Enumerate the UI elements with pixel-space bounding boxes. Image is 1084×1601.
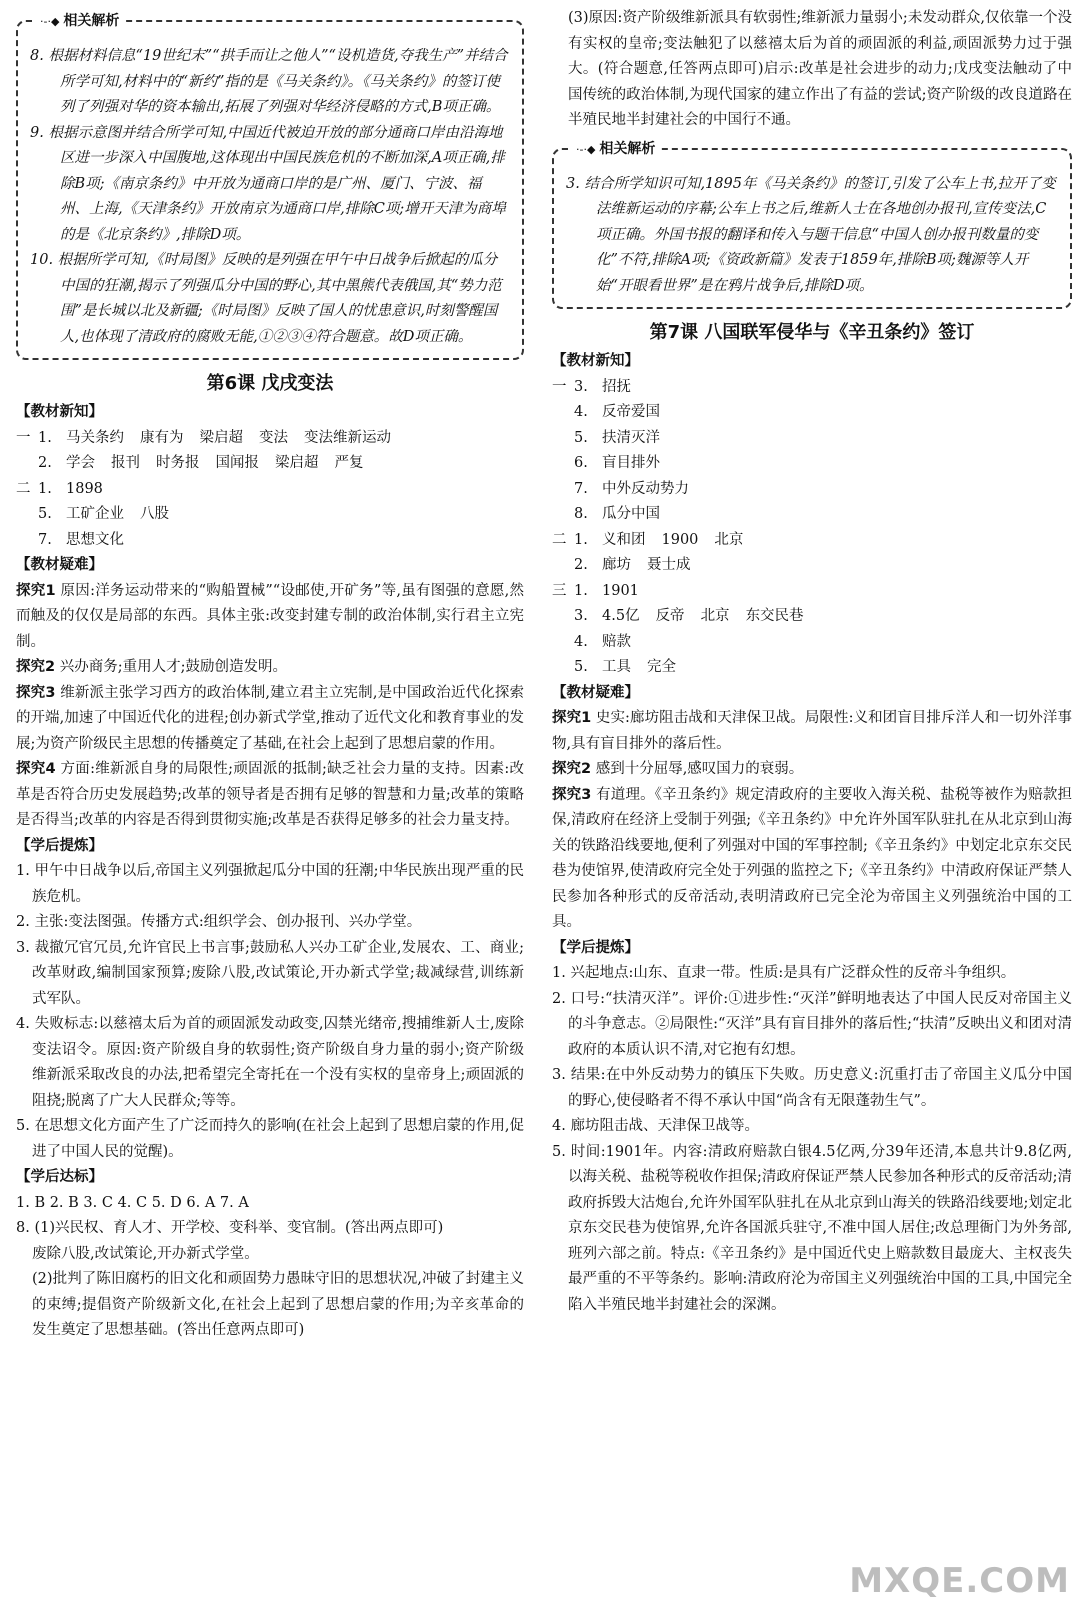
row-subnumber: 1.: [38, 480, 52, 497]
explore-label: 探究1: [16, 582, 56, 599]
section-heading: 【教材新知】: [16, 404, 103, 420]
row-subnumber: 7.: [38, 531, 52, 548]
question-8-part-1: 8. (1)兴民权、育人才、开学校、变科举、变官制。(答出两点即可): [16, 1220, 444, 1236]
explore-text: 史实:廊坊阻击战和天津保卫战。局限性:义和团盲目排斥洋人和一切外洋事物,具有盲目排外的落后性。: [552, 710, 1072, 752]
row-subnumber: 1.: [574, 531, 588, 548]
answer-word: 康有为: [140, 429, 184, 446]
row-subnumber: 5.: [574, 659, 588, 675]
summary-point: 3. 裁撤冗官冗员,允许官民上书言事;鼓励私人兴办工矿企业,发展农、工、商业;改革财政,编制国家预算;废除八股,改试策论,开办新式学堂;裁减绿营,训练新式军队。: [16, 939, 524, 1007]
right-column: [552, 6, 1072, 1318]
analysis-box-left: [16, 13, 524, 360]
explore-item: [552, 783, 1072, 936]
explore-item: [16, 655, 524, 681]
answer-word: 学会: [66, 455, 95, 471]
summary-point: 3. 结果:在中外反动势力的镇压下失败。历史意义:沉重打击了帝国主义瓜分中国的野心,使侵略者不得不承认中国“尚含有无限蓬勃生气”。: [552, 1067, 1072, 1109]
knowledge-row: [552, 553, 1072, 579]
answer-word: 梁启超: [275, 455, 319, 471]
left-column: [16, 6, 524, 1344]
answer-word: 完全: [647, 659, 676, 675]
answer-word: 时务报: [156, 455, 200, 471]
knowledge-row: [552, 426, 1072, 452]
answer-word: 1898: [66, 480, 103, 497]
knowledge-row: [552, 655, 1072, 681]
knowledge-row: [552, 477, 1072, 503]
summary-point: 4. 失败标志:以慈禧太后为首的顽固派发动政变,囚禁光绪帝,搜捕维新人士,废除变法诏令。原因:资产阶级自身的软弱性;资产阶级自身力量的弱小;资产阶级维新派采取改良的办法,把希望完全寄托在一个没有实权的皇帝身上;顽固派的阻挠;脱离了广大人民群众;等等。: [16, 1016, 524, 1109]
row-subnumber: 3.: [574, 608, 588, 624]
analysis-item: 3. 结合所学知识可知,1895年《马关条约》的签订,引发了公车上书,拉开了变法维新运动的序幕;公车上书之后,维新人士在各地创办报刊,宣传变法,C项正确。外国书报的翻译和传入与题干信息“中国人创办报刊数量的变化”不符,排除A项;《资政新篇》发表于1859年,排除B项;魏源等人开始“开眼看世界”是在鸦片战争后,排除D项。: [566, 175, 1056, 294]
answer-word: 变法维新运动: [304, 429, 391, 446]
answer-word: 中外反动势力: [602, 480, 689, 497]
summary-point: 2. 口号:“扶清灭洋”。评价:①进步性:“灭洋”鲜明地表达了中国人民反对帝国主义的斗争意志。②局限性:“灭洋”具有盲目排外的落后性;“扶清”反映出义和团对清政府的本质认识不清,对它抱有幻想。: [552, 990, 1072, 1058]
knowledge-row: [552, 604, 1072, 630]
answer-word: 反帝: [655, 608, 685, 624]
question-8-part-2: (2)批判了陈旧腐朽的旧文化和顽固势力愚昧守旧的思想状况,冲破了封建主义的束缚;提倡资产阶级新文化,在社会上起到了思想启蒙的作用;为辛亥革命的发生奠定了思想基础。(答出任意两点即可): [32, 1271, 524, 1338]
watermark-logo: MXQE.COM: [849, 1560, 1070, 1601]
knowledge-row: [552, 502, 1072, 528]
answer-word: 廊坊: [602, 557, 631, 573]
summary-point: 4. 廊坊阻击战、天津保卫战等。: [552, 1118, 759, 1134]
section-heading: 【教材疑难】: [552, 684, 639, 701]
explore-label: 探究3: [552, 786, 592, 803]
answer-word: 北京: [714, 531, 744, 548]
row-subnumber: 3.: [574, 378, 588, 395]
answer-word: 马关条约: [66, 429, 124, 446]
explore-list: [552, 706, 1072, 936]
knowledge-row: [16, 528, 524, 554]
row-subnumber: 5.: [38, 506, 52, 522]
explore-label: 探究1: [552, 710, 592, 726]
knowledge-row: [16, 477, 524, 503]
answer-word: 义和团: [602, 531, 646, 548]
answer-word: 盲目排外: [602, 455, 660, 471]
summary-list: [16, 859, 524, 1165]
new-knowledge-list: [552, 375, 1072, 681]
summary-list: [552, 961, 1072, 1318]
knowledge-row: [552, 579, 1072, 605]
answer-word: 八股: [140, 506, 169, 522]
question-8-part-1b: 废除八股,改试策论,开办新式学堂。: [32, 1245, 259, 1262]
answer-word: 扶清灭洋: [602, 429, 660, 446]
answer-word: 思想文化: [66, 531, 124, 548]
section-heading: 【学后达标】: [16, 1169, 103, 1185]
row-subnumber: 1.: [574, 582, 588, 599]
row-number: 二: [552, 531, 567, 548]
section-heading: 【教材新知】: [552, 353, 639, 369]
summary-point: 1. 兴起地点:山东、直隶一带。性质:是具有广泛群众性的反帝斗争组织。: [552, 965, 1016, 981]
row-subnumber: 6.: [574, 455, 588, 471]
lesson-7-title: 第7课 八国联军侵华与《辛丑条约》签订: [649, 322, 975, 343]
explore-item: [16, 579, 524, 656]
analysis-box-title: ·-·◆ 相关解析: [570, 137, 661, 163]
knowledge-row: [552, 528, 1072, 554]
answer-word: 1901: [602, 582, 639, 599]
explore-item: [16, 681, 524, 758]
answer-word: 国闻报: [215, 455, 259, 471]
answer-word: 1900: [661, 531, 699, 548]
explore-item: [16, 757, 524, 834]
answer-word: 聂士成: [647, 557, 691, 573]
answer-word: 赔款: [602, 633, 631, 650]
row-subnumber: 4.: [574, 633, 588, 650]
answer-word: 4.5亿: [602, 608, 640, 624]
knowledge-row: [16, 502, 524, 528]
knowledge-row: [552, 400, 1072, 426]
question-8-part-3: (3)原因:资产阶级维新派具有软弱性;维新派力量弱小;未发动群众,仅依靠一个没有实权的皇帝;变法触犯了以慈禧太后为首的顽固派的利益,顽固派势力过于强大。(符合题意,任答两点即可)启示:改革是社会进步的动力;戊戌变法触动了中国传统的政治体制,为现代国家的建立作出了有益的尝试;资产阶级的改良道路在半殖民地半封建社会的中国行不通。: [568, 10, 1072, 128]
row-number: 二: [16, 480, 31, 497]
analysis-box-title: ·-·◆ 相关解析: [34, 9, 125, 35]
row-subnumber: 4.: [574, 404, 588, 420]
knowledge-row: [552, 630, 1072, 656]
new-knowledge-list: [16, 426, 524, 554]
answer-word: 招抚: [602, 378, 631, 395]
row-number: 一: [552, 378, 567, 395]
analysis-item: 8. 根据材料信息“19世纪末”“拱手而让之他人”“设机造货,夺我生产”并结合所学可知,材料中的“新约”指的是《马关条约》。《马关条约》的签订使列了列强对华的资本输出,拓展了列强对华经济侵略的方式,B项正确。: [30, 48, 508, 115]
answer-word: 工具: [602, 659, 631, 675]
answer-word: 反帝爱国: [602, 404, 660, 420]
summary-point: 5. 在思想文化方面产生了广泛而持久的影响(在社会上起到了思想启蒙的作用,促进了中国人民的觉醒)。: [16, 1118, 524, 1160]
answer-word: 严复: [334, 455, 364, 471]
explore-text: 有道理。《辛丑条约》规定清政府的主要收入海关税、盐税等被作为赔款担保,清政府在经济上受制于列强;《辛丑条约》中允许外国军队驻扎在从北京到山海关的铁路沿线要地,便利了列强对中国的军事控制;《辛丑条约》中划定北京东交民巷为使馆界,使清政府完全处于列强的监控之下;《辛丑条约》中清政府保证严禁人民参加各种形式的反帝活动,表明清政府已完全沦为帝国主义列强统治中国的工具。: [552, 786, 1073, 930]
answer-row: 1. B 2. B 3. C 4. C 5. D 6. A 7. A: [16, 1194, 249, 1211]
row-subnumber: 2.: [574, 557, 588, 573]
lesson-6-title: 第6课 戊戌变法: [206, 373, 334, 394]
explore-list: [16, 579, 524, 834]
knowledge-row: [16, 426, 524, 452]
row-subnumber: 7.: [574, 480, 588, 497]
explore-label: 探究4: [16, 761, 56, 777]
answer-word: 梁启超: [199, 429, 243, 446]
explore-text: 方面:维新派自身的局限性;顽固派的抵制;缺乏社会力量的支持。因素:改革是否符合历史发展趋势;改革的领导者是否拥有足够的智慧和力量;改革的策略是否得当;改革的内容是否得到贯彻实施;改革是否获得足够多的社会力量支持。: [16, 761, 525, 828]
row-subnumber: 5.: [574, 429, 588, 446]
knowledge-row: [552, 375, 1072, 401]
answer-word: 瓜分中国: [602, 506, 660, 522]
row-number: 一: [16, 429, 31, 446]
explore-text: 兴办商务;重用人才;鼓励创造发明。: [59, 659, 287, 675]
analysis-item: 9. 根据示意图并结合所学可知,中国近代被迫开放的部分通商口岸由沿海地区进一步深入中国腹地,这体现出中国民族危机的不断加深,A项正确,排除B项;《南京条约》中开放为通商口岸的是广州、厦门、宁波、福州、上海,《天津条约》开放南京为通商口岸,排除C项;增开天津为商埠的是《北京条约》,排除D项。: [30, 124, 506, 243]
section-heading: 【教材疑难】: [16, 557, 103, 573]
explore-text: 原因:洋务运动带来的“购船置械”“设邮使,开矿务”等,虽有图强的意愿,然而触及的仅仅是局部的东西。具体主张:改变封建专制的政治体制,实行君主立宪制。: [16, 582, 525, 650]
row-number: 三: [552, 582, 567, 599]
analysis-item: 10. 根据所学可知,《时局图》反映的是列强在甲午中日战争后掀起的瓜分中国的狂潮,揭示了列强瓜分中国的野心,其中黑熊代表俄国,其“势力范围”是长城以北及新疆;《时局图》反映了国人的忧患意识,时刻警醒国人,也体现了清政府的腐败无能,①②③④符合题意。故D项正确。: [30, 252, 502, 345]
answer-word: 报刊: [111, 455, 140, 471]
explore-label: 探究2: [552, 761, 592, 777]
explore-text: 维新派主张学习西方的政治体制,建立君主立宪制,是中国政治近代化探索的开端,加速了中国近代化的进程;创办新式学堂,推动了近代文化和教育事业的发展;为资产阶级民主思想的传播奠定了基础,在社会上起到了思想启蒙的作用。: [16, 684, 525, 752]
row-subnumber: 8.: [574, 506, 588, 522]
answer-word: 工矿企业: [66, 506, 124, 522]
row-subnumber: 1.: [38, 429, 52, 446]
explore-text: 感到十分屈辱,感叹国力的衰弱。: [595, 761, 804, 777]
knowledge-row: [552, 451, 1072, 477]
section-heading: 【学后提炼】: [16, 837, 103, 854]
answer-word: 北京: [700, 608, 730, 624]
explore-item: [552, 706, 1072, 757]
explore-item: [552, 757, 1072, 783]
summary-point: 5. 时间:1901年。内容:清政府赔款白银4.5亿两,分39年还清,本息共计9.8亿两,以海关税、盐税等税收作担保;清政府保证严禁人民参加各种形式的反帝活动;清政府拆毁大沽炮台,允许外国军队驻扎在从北京到山海关的铁路沿线要地;划定北京东交民巷为使馆界,允许各国派兵驻守,不准中国人居住;改总理衙门为外务部,班列六部之前。特点:《辛丑条约》是中国近代史上赔款数目最庞大、主权丧失最严重的不平等条约。影响:清政府沦为帝国主义列强统治中国的工具,中国完全陷入半殖民地半封建社会的深渊。: [552, 1143, 1072, 1313]
summary-point: 1. 甲午中日战争以后,帝国主义列强掀起瓜分中国的狂潮;中华民族出现严重的民族危机。: [16, 863, 524, 905]
summary-point: 2. 主张:变法图强。传播方式:组织学会、创办报刊、兴办学堂。: [16, 914, 422, 930]
analysis-box-right: [552, 140, 1072, 310]
explore-label: 探究3: [16, 684, 56, 701]
row-subnumber: 2.: [38, 455, 52, 471]
answer-word: 东交民巷: [745, 608, 804, 624]
answer-word: 变法: [259, 429, 288, 446]
explore-label: 探究2: [16, 659, 56, 675]
knowledge-row: [16, 451, 524, 477]
section-heading: 【学后提炼】: [552, 939, 639, 956]
